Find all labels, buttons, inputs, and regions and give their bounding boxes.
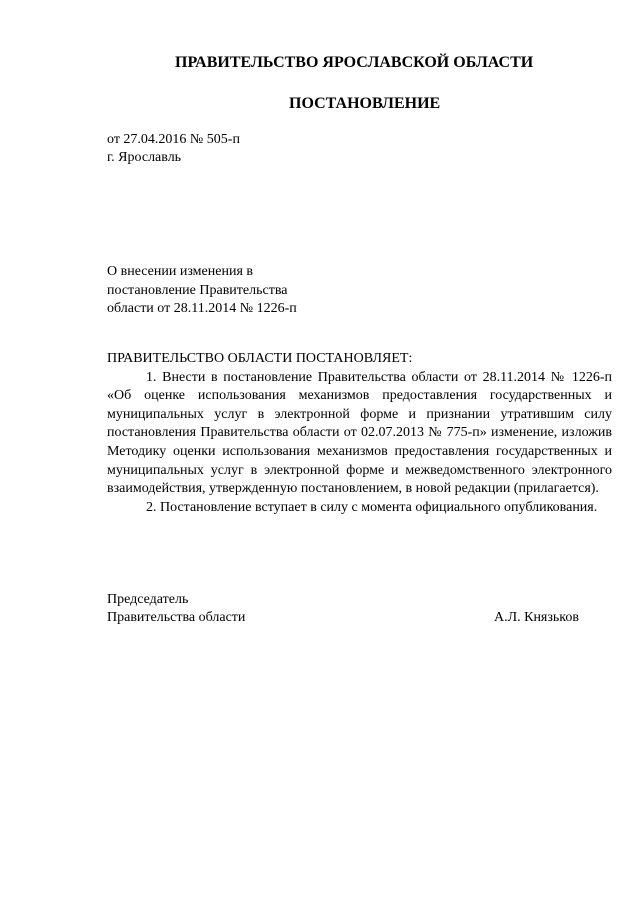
city: г. Ярославль xyxy=(107,150,182,165)
date-number: от 27.04.2016 № 505-п xyxy=(107,132,240,147)
paragraph-item-2: 2. Постановление вступает в силу с момента официального опубликования. xyxy=(146,499,598,515)
signature-position-line-2: Правительства области xyxy=(107,610,246,625)
subject-line-2: постановление Правительства xyxy=(107,283,288,298)
body-heading: ПРАВИТЕЛЬСТВО ОБЛАСТИ ПОСТАНОВЛЯЕТ: xyxy=(107,351,413,366)
signatory-name: А.Л. Князьков xyxy=(494,610,579,625)
document-type: ПОСТАНОВЛЕНИЕ xyxy=(289,95,441,112)
signature-position-line-1: Председатель xyxy=(107,592,189,607)
subject-line-1: О внесении изменения в xyxy=(107,264,253,279)
document-body xyxy=(107,350,612,517)
document-title: ПРАВИТЕЛЬСТВО ЯРОСЛАВСКОЙ ОБЛАСТИ xyxy=(175,54,534,71)
paragraph-item-1: 1. Внести в постановление Правительства области от 28.11.2014 № 1226-п «Об оценке использования механизмов предоставления государственных и муниципальных услуг в электронной форме и признании утратившим силу постановления Правительства области от 02.07.2013 № 775-п» изменение, изложив Методику оценки использования механизмов предоставления государственных и муниципальных услуг в электронной форме и межведомственного электронного взаимодействия, утвержденную постановлением, в новой редакции (прилагается). xyxy=(107,369,612,497)
subject-line-3: области от 28.11.2014 № 1226-п xyxy=(107,301,297,316)
